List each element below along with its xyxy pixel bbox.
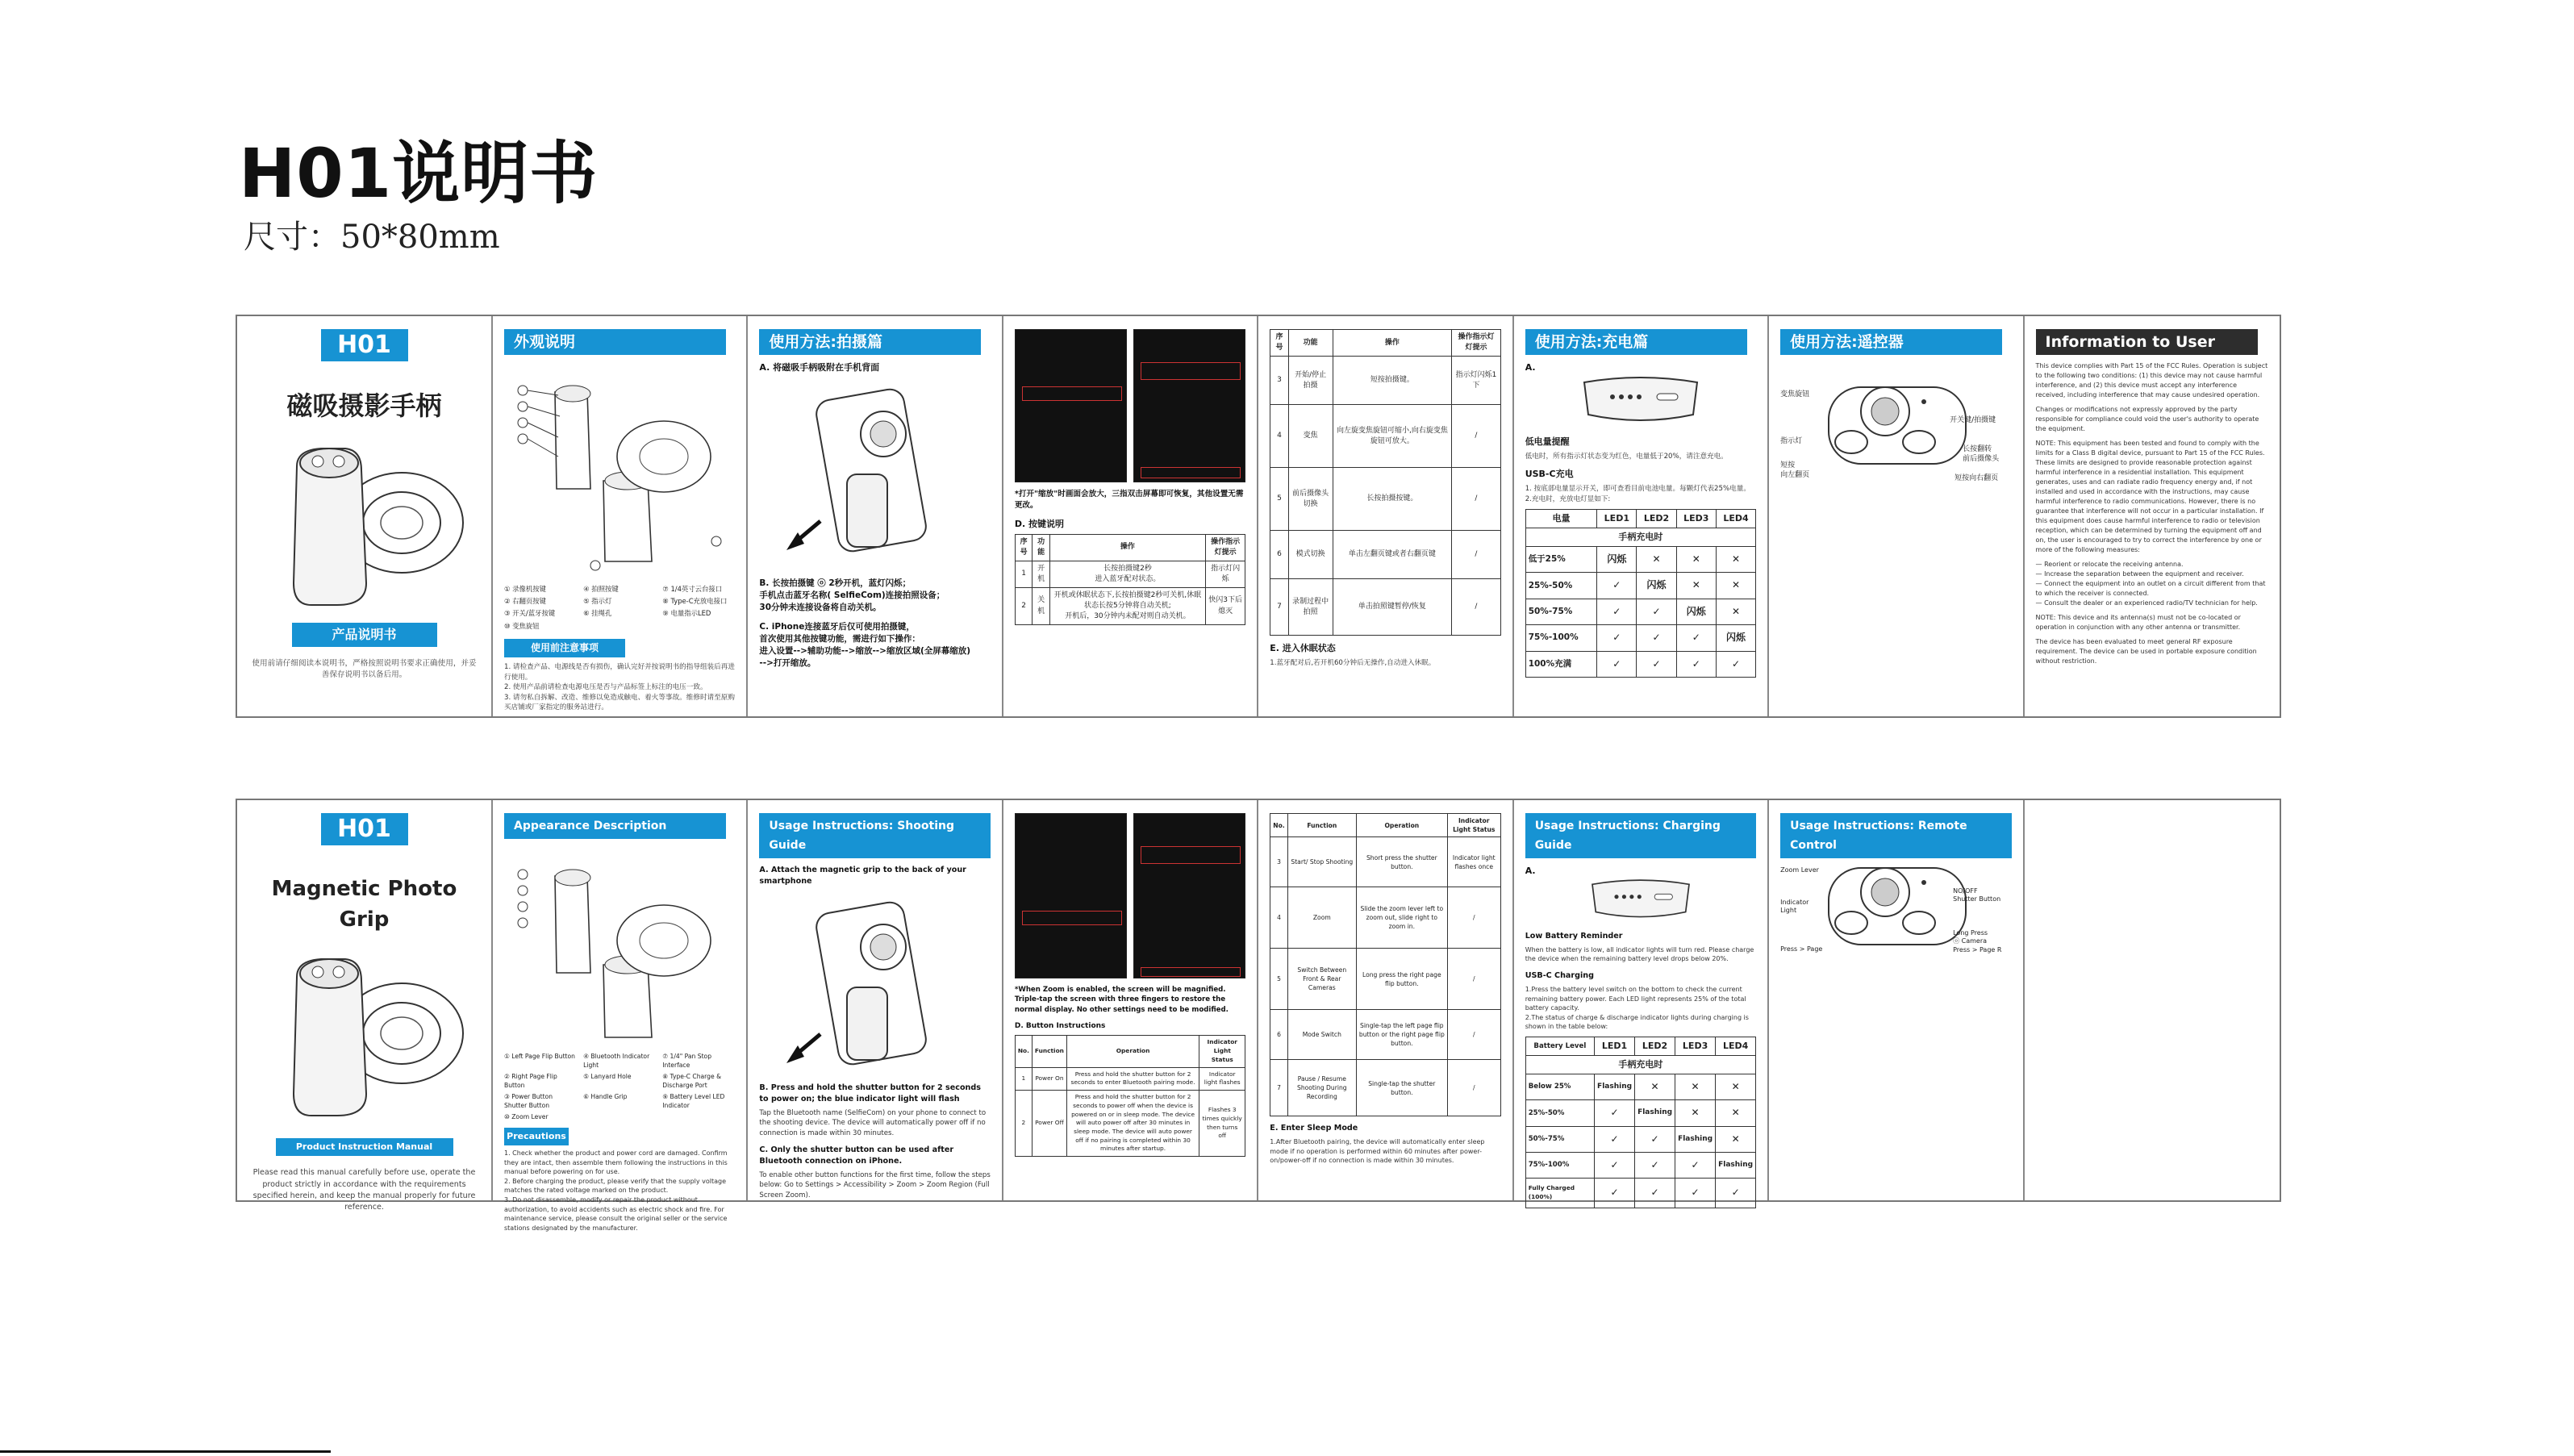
table-row xyxy=(1015,1067,1245,1090)
shooting-panel xyxy=(748,316,1003,716)
table-cell: / xyxy=(1447,887,1500,949)
parts-list xyxy=(504,584,735,631)
part-item: ⑦ 1/4英寸云台接口 xyxy=(662,585,723,593)
table-cell: Below 25% xyxy=(1525,1074,1594,1099)
low-battery-text: When the battery is low, all indicator lights will turn red. Please charge the device when the remaining battery level drops below 20%. xyxy=(1525,945,1754,963)
table-cell: 7 xyxy=(1270,579,1288,636)
precautions-title: 使用前注意事项 xyxy=(504,639,625,657)
table-cell: ✓ xyxy=(1635,1152,1675,1178)
table-cell: 模式切换 xyxy=(1288,531,1333,579)
step-c-text: To enable other button functions for the first time, follow the steps below: Go to Settings > Accessibility > Zoom > Zoom Region (Full Screen Zoom). xyxy=(759,1170,991,1199)
label-shutter: 开关键/拍摄键 xyxy=(1950,416,1996,424)
table-cell: ✓ xyxy=(1637,625,1676,651)
table-cell: ✓ xyxy=(1637,651,1676,677)
table-cell: Long press the right page flip button. xyxy=(1356,949,1447,1010)
part-item: ③ Power Button Shutter Button xyxy=(504,1093,553,1109)
model-badge: H01 xyxy=(321,329,408,361)
table-cell: ✕ xyxy=(1716,1100,1756,1126)
table-cell: ✓ xyxy=(1635,1179,1675,1208)
appearance-panel xyxy=(493,800,748,1232)
charging-header: Usage Instructions: Charging Guide xyxy=(1525,813,1756,858)
precautions-text: 1. 请检查产品、电源线是否有损伤，确认完好并按说明书的指导组装后再进行使用。 2. 使用产品前请检查电源电压是否与产品标签上标注的电压一致。 3. 请勿私自拆解、改造、维修以免造成触电、着火等事故。维修时请至原购买店铺或厂家指定的服务站进行。 xyxy=(504,663,735,711)
info-paragraph: — Reorient or relocate the receiving antenna. — Increase the separation between the equipment and receiver. — Connect the equipment into an outlet on a circuit different from that to which the receiver is connected. — Consult the dealer or an experienced radio/TV technician for help. xyxy=(2035,561,2266,607)
info-paragraph: NOTE: This equipment has been tested and found to comply with the limits for a Class B digital device, pursuant to Part 15 of the FCC Rules. These limits are designed to provide reasonable protection against harmful interference in a residential installation. This equipment generates, uses and can radiate radio frequency energy and, if not installed and used in accordance with the instructions, may cause harmful interference to radio communications. However, there is no guarantee that interference will not occur in a particular installation. If this equipment does cause harmful interference to radio or television reception, which can be determined by turning the equipment off and on, the user is encouraged to try to correct the interference by one or more of the following measures: xyxy=(2035,440,2265,553)
table-cell: 1 xyxy=(1015,1067,1032,1090)
table-cell: 变焦 xyxy=(1288,405,1333,468)
table-cell: Pause / Resume Shooting During Recording xyxy=(1287,1060,1356,1116)
remote-panel xyxy=(1769,316,2024,716)
table-cell: 25%-50% xyxy=(1525,1100,1594,1126)
table-cell: / xyxy=(1452,405,1500,468)
label-shutter: NO/OFF Shutter Button xyxy=(1953,887,2001,903)
part-item: ⑧ Type-C Charge & Discharge Port xyxy=(662,1073,721,1089)
table-row xyxy=(1270,405,1500,468)
grip-bottom-image xyxy=(1528,373,1754,429)
part-item: ⑦ 1/4" Pan Stop Interface xyxy=(662,1053,712,1069)
table-cell: / xyxy=(1452,579,1500,636)
table-cell: Flashing xyxy=(1635,1100,1675,1126)
table-row xyxy=(1270,949,1500,1010)
manual-label: 产品说明书 xyxy=(292,623,437,646)
part-item: ⑤ Lanyard Hole xyxy=(583,1073,632,1080)
low-battery-title: Low Battery Reminder xyxy=(1525,931,1623,941)
manual-label: Product Instruction Manual xyxy=(276,1138,453,1156)
table-cell: 开机 xyxy=(1033,561,1050,587)
part-item: ③ 开关/蓝牙按键 xyxy=(504,609,556,618)
table-cell: 1 xyxy=(1015,561,1033,587)
step-b: B. Press and hold the shutter button for 2 seconds to power on; the blue indicator light will flash xyxy=(759,1083,981,1103)
table-cell: 手柄充电时 xyxy=(1525,528,1755,547)
blank-panel xyxy=(2025,800,2280,1200)
table-cell: Flashes 3 times quickly then turns off xyxy=(1199,1091,1245,1157)
table-cell: 快闪3下后熄灭 xyxy=(1205,587,1245,624)
cover-paragraph: Please read this manual carefully before use, operate the product strictly in accordance with the requirements specified herein, and keep the manual properly for future reference. xyxy=(252,1168,476,1212)
label-zoom: 变焦旋钮 xyxy=(1780,390,1810,398)
table-cell: ✓ xyxy=(1675,1152,1716,1178)
part-item: ⑥ 挂绳孔 xyxy=(583,609,612,618)
table-row xyxy=(1015,587,1245,624)
step-a: A. 将磁吸手柄吸附在手机背面 xyxy=(759,362,880,373)
table-cell: Press and hold the shutter button for 2 seconds to power off when the device is powered on or in sleep mode. The device will auto power off after 30 minutes in sleep mode. The device will auto power off if no pairing is completed within 30 minutes after startup. xyxy=(1066,1091,1199,1157)
zoom-screenshots xyxy=(1015,813,1245,978)
screenshot-right xyxy=(1133,813,1245,978)
table-cell: 闪烁 xyxy=(1637,573,1676,599)
battery-table xyxy=(1525,509,1756,678)
table-cell: Single-tap the left page flip button or the right page flip button. xyxy=(1356,1010,1447,1060)
part-item: ② 右翻页按键 xyxy=(504,597,547,606)
info-panel xyxy=(2025,316,2280,716)
info-paragraph: This device complies with Part 15 of the FCC Rules. Operation is subject to the following two conditions: (1) this device may not cause harmful interference, and (2) this device must accept any interference received, including interference that may cause undesired operation. xyxy=(2035,362,2268,398)
usbc-title: USB-C充电 xyxy=(1525,469,1574,480)
table-cell: 功能 xyxy=(1288,330,1333,357)
table-cell: ✕ xyxy=(1716,573,1755,599)
part-item: ④ Bluetooth Indicator Light xyxy=(583,1053,650,1069)
table-cell: 闪烁 xyxy=(1597,547,1637,573)
table-row xyxy=(1270,468,1500,531)
fcc-statement xyxy=(2036,361,2268,666)
table-cell: 操作指示灯提示 xyxy=(1205,534,1245,561)
table-cell: LED1 xyxy=(1597,510,1637,528)
step-e-text: 1.After Bluetooth pairing, the device will automatically enter sleep mode if no operation is performed within 60 minutes after power-on/power-off if no connection is made within 30 minutes. xyxy=(1270,1137,1485,1165)
charging-header: 使用方法:充电篇 xyxy=(1525,329,1747,355)
table-row xyxy=(1270,837,1500,887)
table-cell: LED4 xyxy=(1716,1037,1756,1055)
table-row xyxy=(1270,579,1500,636)
table-cell: 开机或休眠状态下,长按拍摄键2秒可关机,休眠状态长按5分钟将自动关机; 开机后，30分钟内未配对则自动关机。 xyxy=(1049,587,1205,624)
step-a: A. Attach the magnetic grip to the back of your smartphone xyxy=(759,866,966,886)
table-cell: ✓ xyxy=(1597,651,1637,677)
table-cell: ✕ xyxy=(1635,1074,1675,1099)
step-d: D. Button Instructions xyxy=(1014,1022,1106,1031)
table-cell: 6 xyxy=(1270,531,1288,579)
step-d: D. 按键说明 xyxy=(1014,518,1064,529)
part-item: ⑩ 变焦旋钮 xyxy=(504,621,540,630)
table-cell: 25%-50% xyxy=(1525,573,1597,599)
table-cell: Indicator light flashes xyxy=(1199,1067,1245,1090)
table-cell: 4 xyxy=(1270,887,1287,949)
table-cell: ✓ xyxy=(1597,573,1637,599)
table-cell: Press and hold the shutter button for 2 seconds to enter Bluetooth pairing mode. xyxy=(1066,1067,1199,1090)
part-item: ⑩ Zoom Lever xyxy=(504,1113,549,1120)
step-e-text: 1.蓝牙配对后,若开机60分钟后无操作,自动进入休眠。 xyxy=(1270,659,1436,668)
table-cell: ✓ xyxy=(1597,599,1637,624)
table-cell: 开始/停止拍摄 xyxy=(1288,357,1333,405)
functions-panel xyxy=(1258,316,1513,716)
remote-header: Usage Instructions: Remote Control xyxy=(1780,813,2011,858)
table-cell: 短按拍摄键。 xyxy=(1333,357,1452,405)
table-cell: 50%-75% xyxy=(1525,599,1597,624)
table-cell: Flashing xyxy=(1595,1074,1635,1099)
info-paragraph: NOTE: This device and its antenna(s) must not be co-located or operation in conjunction with any other antenna or transmitter. xyxy=(2035,614,2241,631)
label-zoom: Zoom Lever xyxy=(1780,866,1819,874)
table-cell: Indicator light flashes once xyxy=(1447,837,1500,887)
usbc-text: 1.Press the battery level switch on the bottom to check the current remaining battery power. Each LED light represents 25% of the total battery capacity. 2.The status of charge & discharge indicator lights during charging is shown in the table below: xyxy=(1525,985,1749,1031)
table-cell: ✕ xyxy=(1675,1074,1716,1099)
table-cell: 7 xyxy=(1270,1060,1287,1116)
table-cell: Short press the shutter button. xyxy=(1356,837,1447,887)
table-cell: 序号 xyxy=(1270,330,1288,357)
table-cell: ✓ xyxy=(1676,625,1716,651)
info-paragraph: Changes or modifications not expressly approved by the party responsible for compliance could void the user's authority to operate the equipment. xyxy=(2035,406,2259,432)
table-cell: 电量 xyxy=(1525,510,1597,528)
table-cell: 闪烁 xyxy=(1716,625,1755,651)
table-cell: ✓ xyxy=(1716,651,1755,677)
table-cell: Indicator Light Status xyxy=(1199,1036,1245,1067)
table-cell: ✕ xyxy=(1716,1126,1756,1152)
precautions-title: Precautions xyxy=(504,1128,569,1145)
table-cell: 长按拍摄按键。 xyxy=(1333,468,1452,531)
table-cell: 操作 xyxy=(1333,330,1452,357)
label-indicator: 指示灯 xyxy=(1780,437,1803,445)
table-cell: 100%充满 xyxy=(1525,651,1597,677)
appearance-header: 外观说明 xyxy=(504,329,726,355)
table-cell: Operation xyxy=(1356,814,1447,837)
table-cell: ✓ xyxy=(1675,1179,1716,1208)
label-right-page: 短按向右翻页 xyxy=(1954,474,1999,482)
table-cell: ✕ xyxy=(1716,1074,1756,1099)
table-cell: Slide the zoom lever left to zoom out, slide right to zoom in. xyxy=(1356,887,1447,949)
function-table xyxy=(1270,813,1500,1116)
table-cell: LED4 xyxy=(1716,510,1755,528)
table-cell: ✓ xyxy=(1597,625,1637,651)
table-cell: 长按拍摄键2秒 进入蓝牙配对状态。 xyxy=(1049,561,1205,587)
table-row xyxy=(1525,573,1755,599)
table-cell: 闪烁 xyxy=(1676,599,1716,624)
table-cell: 单击左翻页键或者右翻页键 xyxy=(1333,531,1452,579)
table-cell: 75%-100% xyxy=(1525,1152,1594,1178)
zoom-note: *打开"缩放"时画面会放大，三指双击屏幕即可恢复，其他设置无需更改。 xyxy=(1014,490,1244,510)
product-name: 磁吸摄影手柄 xyxy=(286,390,442,421)
zoom-note: *When Zoom is enabled, the screen will be magnified. Triple-tap the screen with three fingers to restore the normal display. No other settings need to be modified. xyxy=(1014,986,1229,1014)
low-battery-title: 低电量提醒 xyxy=(1525,436,1570,447)
table-cell: ✓ xyxy=(1637,599,1676,624)
table-cell: ✕ xyxy=(1676,547,1716,573)
part-item: ⑨ Battery Level LED Indicator xyxy=(662,1093,725,1109)
part-item: ② Right Page Flip Button xyxy=(504,1073,557,1089)
page-title: H01说明书 xyxy=(239,134,599,213)
label-camera-flip: 长按翻转 前后摄像头 xyxy=(1963,445,2000,463)
grip-product-image xyxy=(248,945,482,1122)
table-cell: No. xyxy=(1015,1036,1032,1067)
shooting-header: Usage Instructions: Shooting Guide xyxy=(759,813,990,858)
table-row xyxy=(1525,547,1755,573)
bottom-rule xyxy=(0,1450,331,1453)
button-table xyxy=(1015,534,1245,625)
step-e: E. 进入休眠状态 xyxy=(1270,643,1336,654)
remote-panel xyxy=(1769,800,2024,1200)
label-indicator: Indicator Light xyxy=(1780,899,1809,915)
table-cell: Fully Charged (100%) xyxy=(1525,1179,1594,1208)
table-cell: ✓ xyxy=(1595,1126,1635,1152)
table-cell: 指示灯闪烁1下 xyxy=(1452,357,1500,405)
table-cell: LED2 xyxy=(1635,1037,1675,1055)
table-cell: Single-tap the shutter button. xyxy=(1356,1060,1447,1116)
table-cell: Flashing xyxy=(1716,1152,1756,1178)
part-item: ④ 拍照按键 xyxy=(583,585,619,593)
grip-product-image xyxy=(248,434,482,611)
table-cell: Power On xyxy=(1032,1067,1066,1090)
table-cell: Function xyxy=(1287,814,1356,837)
table-cell: Switch Between Front & Rear Cameras xyxy=(1287,949,1356,1010)
table-cell: 75%-100% xyxy=(1525,625,1597,651)
exploded-diagram xyxy=(507,360,732,578)
screenshot-left xyxy=(1015,329,1127,482)
table-cell: ✓ xyxy=(1676,651,1716,677)
table-cell: ✓ xyxy=(1595,1100,1635,1126)
usbc-text: 1. 按底部电量显示开关，即可查看目前电池电量。每颗灯代表25%电量。 2.充电时，充放电灯显如下: xyxy=(1525,485,1750,503)
table-cell: LED1 xyxy=(1595,1037,1635,1055)
appearance-panel xyxy=(493,316,748,716)
table-cell: 操作 xyxy=(1049,534,1205,561)
table-row xyxy=(1270,1060,1500,1116)
part-item: ⑧ Type-C充放电接口 xyxy=(662,597,728,606)
table-row xyxy=(1525,625,1755,651)
zoom-screenshots xyxy=(1015,329,1245,482)
charging-panel xyxy=(1514,800,1769,1200)
table-cell: 序号 xyxy=(1015,534,1033,561)
info-paragraph: The device has been evaluated to meet general RF exposure requirement. The device can be used in portable exposure condition without restriction. xyxy=(2035,638,2257,665)
step-b-text: Tap the Bluetooth name (SelfieCom) on your phone to connect to the shooting device. The device will automatically power off if no connection is made within 30 minutes. xyxy=(759,1108,987,1137)
table-cell: 指示灯闪烁 xyxy=(1205,561,1245,587)
battery-table xyxy=(1525,1037,1756,1208)
chinese-manual-sheet xyxy=(236,315,2281,718)
zoom-panel xyxy=(1003,316,1258,716)
table-cell: 5 xyxy=(1270,468,1288,531)
table-cell: 功能 xyxy=(1033,534,1050,561)
remote-diagram xyxy=(1780,363,2014,492)
table-cell: ✕ xyxy=(1716,547,1755,573)
table-row xyxy=(1525,1074,1755,1099)
shooting-panel xyxy=(748,800,1003,1200)
step-c: C. Only the shutter button can be used after Bluetooth connection on iPhone. xyxy=(759,1145,954,1166)
table-cell: Start/ Stop Shooting xyxy=(1287,837,1356,887)
exploded-diagram xyxy=(507,844,732,1045)
table-cell: ✓ xyxy=(1595,1152,1635,1178)
table-cell: ✕ xyxy=(1637,547,1676,573)
label-left-page: Press > Page xyxy=(1780,945,1823,953)
english-manual-sheet xyxy=(236,799,2281,1232)
part-item: ⑨ 电量指示LED xyxy=(662,609,711,618)
phone-attach-image xyxy=(762,891,988,1076)
table-cell: ✓ xyxy=(1595,1179,1635,1208)
table-row xyxy=(1525,599,1755,624)
table-row xyxy=(1525,1152,1755,1178)
step-e: E. Enter Sleep Mode xyxy=(1270,1124,1358,1133)
table-row xyxy=(1525,1179,1755,1208)
screenshot-right xyxy=(1133,329,1245,482)
model-badge: H01 xyxy=(321,813,408,845)
table-cell: / xyxy=(1447,949,1500,1010)
table-cell: ✕ xyxy=(1675,1100,1716,1126)
table-row xyxy=(1015,561,1245,587)
step-c: C. iPhone连接蓝牙后仅可使用拍摄键， 首次使用其他按键功能，需进行如下操作： 进入设置-->辅助功能-->缩放-->缩放区域(全屏幕缩放) -->打开缩放。 xyxy=(759,621,971,669)
table-row xyxy=(1270,531,1500,579)
table-cell: 2 xyxy=(1015,1091,1032,1157)
table-cell: Function xyxy=(1032,1036,1066,1067)
grip-bottom-image xyxy=(1528,876,1754,924)
step-a: A. xyxy=(1525,866,1536,876)
product-name: Magnetic Photo Grip xyxy=(271,877,457,932)
part-item: ① 录像机按键 xyxy=(504,585,547,593)
table-cell: Flashing xyxy=(1675,1126,1716,1152)
table-cell: 手柄充电时 xyxy=(1525,1055,1755,1074)
table-cell: 前后摄像头切换 xyxy=(1288,468,1333,531)
table-cell: 操作指示灯灯提示 xyxy=(1452,330,1500,357)
function-table xyxy=(1270,329,1500,636)
table-cell: 低于25% xyxy=(1525,547,1597,573)
table-cell: Battery Level xyxy=(1525,1037,1594,1055)
table-row xyxy=(1270,357,1500,405)
table-cell: 6 xyxy=(1270,1010,1287,1060)
table-cell: 3 xyxy=(1270,837,1287,887)
table-cell: Mode Switch xyxy=(1287,1010,1356,1060)
table-cell: No. xyxy=(1270,814,1287,837)
remote-header: 使用方法:遥控器 xyxy=(1780,329,2002,355)
part-item: ⑤ 指示灯 xyxy=(583,597,612,606)
table-cell: Power Off xyxy=(1032,1091,1066,1157)
table-cell: 关机 xyxy=(1033,587,1050,624)
table-row xyxy=(1270,887,1500,949)
table-cell: ✕ xyxy=(1716,599,1755,624)
table-cell: Zoom xyxy=(1287,887,1356,949)
table-row xyxy=(1525,1126,1755,1152)
cover-panel xyxy=(237,316,493,716)
appearance-header: Appearance Description xyxy=(504,813,726,839)
table-cell: 4 xyxy=(1270,405,1288,468)
table-row xyxy=(1525,1100,1755,1126)
label-camera-flip: Long Press ⓞ Camera Press > Page R xyxy=(1953,929,2002,953)
parts-list xyxy=(504,1052,735,1121)
screenshot-left xyxy=(1015,813,1127,978)
zoom-panel xyxy=(1003,800,1258,1200)
table-cell: / xyxy=(1447,1060,1500,1116)
info-header: Information to User xyxy=(2036,329,2258,355)
table-cell: 2 xyxy=(1015,587,1033,624)
table-cell: 单击拍照键暂停/恢复 xyxy=(1333,579,1452,636)
button-table xyxy=(1015,1035,1245,1157)
cover-paragraph: 使用前请仔细阅读本说明书，严格按照说明书要求正确使用，并妥善保存说明书以备后用。 xyxy=(252,658,477,679)
table-cell: 5 xyxy=(1270,949,1287,1010)
table-cell: LED3 xyxy=(1675,1037,1716,1055)
table-cell: 50%-75% xyxy=(1525,1126,1594,1152)
table-row xyxy=(1270,1010,1500,1060)
usbc-title: USB-C Charging xyxy=(1525,971,1594,981)
part-item: ⑥ Handle Grip xyxy=(583,1093,628,1100)
table-cell: 录制过程中拍照 xyxy=(1288,579,1333,636)
table-cell: / xyxy=(1452,468,1500,531)
low-battery-text: 低电时，所有指示灯状态变为红色，电量低于20%，请注意充电。 xyxy=(1525,452,1728,461)
table-cell: 3 xyxy=(1270,357,1288,405)
phone-attach-image xyxy=(762,378,988,571)
table-cell: ✓ xyxy=(1716,1179,1756,1208)
label-left-page: 短按 向左翻页 xyxy=(1780,461,1810,479)
part-item: ① Left Page Flip Button xyxy=(504,1053,575,1060)
step-a: A. xyxy=(1525,362,1536,373)
table-cell: / xyxy=(1452,531,1500,579)
table-cell: ✓ xyxy=(1635,1126,1675,1152)
functions-panel xyxy=(1258,800,1513,1200)
table-row xyxy=(1525,651,1755,677)
table-cell: Indicator Light Status xyxy=(1447,814,1500,837)
table-cell: LED2 xyxy=(1637,510,1676,528)
precautions-text: 1. Check whether the product and power cord are damaged. Confirm they are intact, then assemble them following the instructions in this manual before powering on for use. 2. Before charging the product, please verify that the supply voltage matches the rated voltage marked on the product. 3. Do not disassemble, modify or repair the product without authorization, to avoid accidents such as electric shock and fire. For maintenance service, please consult the original seller or the service stations designated by the manufacturer. xyxy=(504,1149,728,1232)
cover-panel xyxy=(237,800,493,1212)
table-cell: 向左旋变焦旋钮可缩小,向右旋变焦旋钮可放大。 xyxy=(1333,405,1452,468)
table-cell: LED3 xyxy=(1676,510,1716,528)
charging-panel xyxy=(1514,316,1769,716)
step-b: B. 长按拍摄键 ⓞ 2秒开机，蓝灯闪烁； 手机点击蓝牙名称( SelfieCom)连接拍照设备； 30分钟未连接设备将自动关机。 xyxy=(759,578,945,613)
table-cell: Operation xyxy=(1066,1036,1199,1067)
page-subtitle: 尺寸：50*80mm xyxy=(244,219,500,256)
table-cell: / xyxy=(1447,1010,1500,1060)
shooting-header: 使用方法:拍摄篇 xyxy=(759,329,981,355)
table-cell: ✕ xyxy=(1676,573,1716,599)
table-row xyxy=(1015,1091,1245,1157)
